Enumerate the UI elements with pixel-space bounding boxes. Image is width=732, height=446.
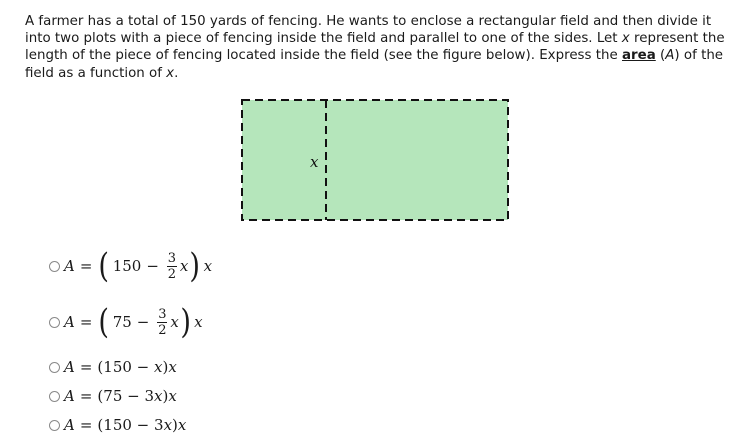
answer-option-3[interactable] <box>49 358 177 376</box>
variable-A: A <box>665 48 675 64</box>
question-part: represent the length of the piece of fencing located inside the field (see the figure below). Express the <box>25 31 725 64</box>
fraction <box>167 252 177 281</box>
equals-sign: = <box>79 358 93 376</box>
variable-x: x <box>166 65 175 81</box>
option-constant: 75 <box>112 313 132 331</box>
close-paren: ) <box>180 302 191 342</box>
fraction <box>157 308 167 337</box>
answer-option-4[interactable] <box>49 387 177 405</box>
option-expression: (75 − 3 <box>97 387 155 405</box>
denominator: 2 <box>167 266 177 282</box>
denominator: 2 <box>158 322 167 338</box>
radio-button[interactable] <box>49 261 60 272</box>
area-emphasis: area <box>622 48 656 64</box>
option-x: x <box>179 257 189 275</box>
option-expression: (150 − <box>97 358 155 376</box>
option-A: A <box>64 358 75 376</box>
fence-label-x: x <box>310 153 319 171</box>
equals-sign: = <box>79 313 93 331</box>
answer-option-2[interactable] <box>49 302 203 342</box>
field-rectangle <box>242 100 508 220</box>
question-part: A farmer has a total of 150 yards of fencing. He wants to enclose a rectangular field and then divide it into two plots with a piece of fencing inside the field and parallel to one of the sides. Let <box>25 14 712 47</box>
option-x: x <box>170 313 179 331</box>
numerator: 3 <box>167 250 177 266</box>
option-x: x <box>154 358 163 376</box>
question-part: . <box>174 65 179 81</box>
question-part: ( <box>655 48 666 64</box>
option-constant: 150 <box>112 257 142 275</box>
answer-option-1[interactable] <box>49 246 213 286</box>
option-x: x <box>154 387 163 405</box>
equals-sign: = <box>79 416 93 434</box>
option-x: x <box>168 358 177 376</box>
radio-button[interactable] <box>49 317 60 328</box>
open-paren: ( <box>98 302 110 342</box>
close-paren: ) <box>162 358 169 376</box>
option-x: x <box>163 416 173 434</box>
question-part: ) of the field as a function of <box>25 48 724 81</box>
radio-button[interactable] <box>49 420 60 431</box>
close-paren: ) <box>162 387 169 405</box>
numerator: 3 <box>158 306 167 322</box>
option-x: x <box>203 257 213 275</box>
radio-button[interactable] <box>49 362 60 373</box>
option-A: A <box>64 313 75 331</box>
variable-x: x <box>621 31 630 47</box>
radio-button[interactable] <box>49 391 60 402</box>
option-A: A <box>64 416 75 434</box>
minus-sign: − <box>136 313 150 331</box>
option-x: x <box>168 387 177 405</box>
open-paren: ( <box>98 246 110 286</box>
answer-option-5[interactable] <box>49 416 186 434</box>
option-A: A <box>64 257 75 275</box>
field-diagram <box>240 97 512 223</box>
option-A: A <box>64 387 75 405</box>
question-text <box>25 13 725 82</box>
field-figure <box>240 97 512 227</box>
equals-sign: = <box>79 387 93 405</box>
close-paren: ) <box>189 246 201 286</box>
option-x: x <box>177 416 187 434</box>
minus-sign: − <box>146 257 159 275</box>
option-x: x <box>194 313 203 331</box>
option-expression: (150 − 3 <box>97 416 164 434</box>
equals-sign: = <box>79 257 93 275</box>
close-paren: ) <box>172 416 178 434</box>
